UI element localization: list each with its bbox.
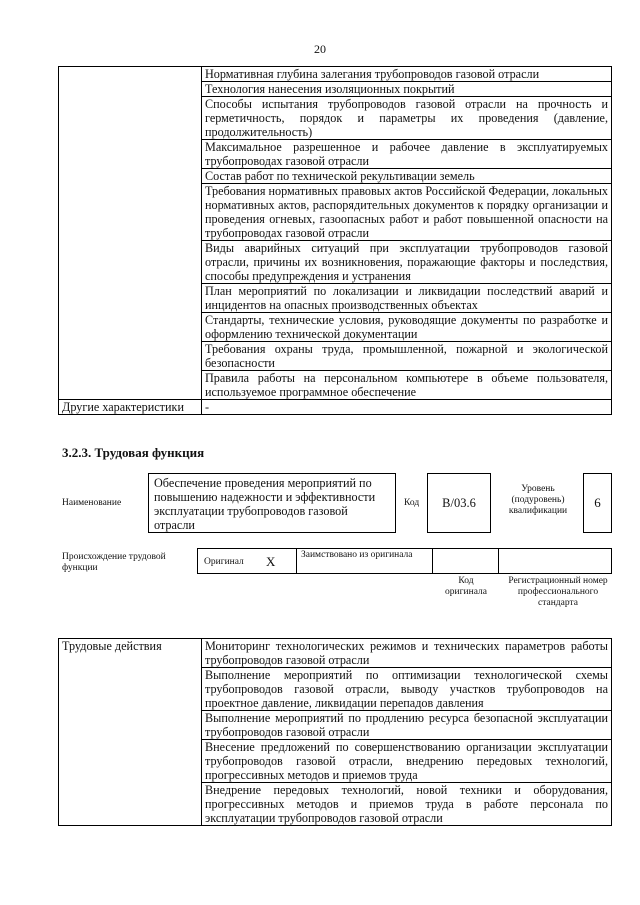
origin-code-label: Код оригинала <box>445 576 487 597</box>
borrowed-label: Заимствовано из оригинала <box>301 550 413 560</box>
other-characteristics-value: - <box>202 400 612 415</box>
function-name: Обеспечение проведения мероприятий по повышению надежности и эффективности эксплуатации трубопроводов газовой отрасли <box>148 473 396 533</box>
divider <box>432 548 433 574</box>
table-row: Нормативная глубина залегания трубопроводов газовой отрасли <box>202 67 612 82</box>
empty-label-cell <box>59 67 202 400</box>
table-row: Стандарты, технические условия, руководящие документы по разработке и оформлению технической документации <box>202 313 612 342</box>
original-label: Оригинал <box>204 557 244 567</box>
table-row: Внедрение передовых технологий, новой техники и оборудования, прогрессивных методов и приемов труда в работе персонала по эксплуатации трубопроводов газовой отрасли <box>202 783 612 826</box>
other-characteristics-label: Другие характеристики <box>59 400 202 415</box>
original-mark: X <box>266 554 276 569</box>
labor-actions-label: Трудовые действия <box>59 639 202 826</box>
level-label: Уровень (подуровень) квалификации <box>508 484 568 516</box>
code-value: B/03.6 <box>427 473 491 533</box>
table-row: Выполнение мероприятий по продлению ресурса безопасной эксплуатации трубопроводов газовой отрасли <box>202 711 612 740</box>
table-row: Внесение предложений по совершенствованию организации эксплуатации трубопроводов газовой отрасли, внедрению передовых технологий, прогрессивных методов и приемов труда <box>202 740 612 783</box>
table-row: Способы испытания трубопроводов газовой отрасли на прочность и герметичность, порядок и параметры их проведения (давление, продолжительность) <box>202 97 612 140</box>
table-row: Технология нанесения изоляционных покрытий <box>202 82 612 97</box>
divider <box>498 548 499 574</box>
section-heading: 3.2.3. Трудовая функция <box>62 445 205 460</box>
table-row: Виды аварийных ситуаций при эксплуатации трубопроводов газовой отрасли, причины их возникновения, поражающие факторы и последствия, способы предупреждения и устранения <box>202 241 612 284</box>
page-number: 20 <box>314 42 326 56</box>
table-row: Требования нормативных правовых актов Российской Федерации, локальных нормативных актов, распорядительных документов к порядку организации и проведения огневых, газоопасных работ и работ повышенной опасности на трубопроводах газовой отрасли <box>202 184 612 241</box>
knowledge-table <box>58 66 612 415</box>
table-row: Мониторинг технологических режимов и технических параметров работы трубопроводов газовой отрасли <box>202 639 612 668</box>
code-label: Код <box>404 498 420 508</box>
level-value: 6 <box>583 473 612 533</box>
name-label: Наименование <box>62 498 122 508</box>
table-row: Максимальное разрешенное и рабочее давление в эксплуатируемых трубопроводах газовой отрасли <box>202 140 612 169</box>
table-row: План мероприятий по локализации и ликвидации последствий аварий и инцидентов на опасных производственных объектах <box>202 284 612 313</box>
labor-actions-table <box>58 638 612 826</box>
origin-label: Происхождение трудовой функции <box>62 552 166 573</box>
table-row: Состав работ по технической рекультивации земель <box>202 169 612 184</box>
table-row: Выполнение мероприятий по оптимизации технологической схемы трубопроводов газовой отрасли, выводу участков трубопроводов на проектное давление, ликвидации перепадов давления <box>202 668 612 711</box>
divider <box>296 548 297 574</box>
table-row: Правила работы на персональном компьютере в объеме пользователя, используемое программное обеспечение <box>202 371 612 400</box>
table-row: Требования охраны труда, промышленной, пожарной и экологической безопасности <box>202 342 612 371</box>
registration-number-label: Регистрационный номер профессионального стандарта <box>508 576 608 608</box>
